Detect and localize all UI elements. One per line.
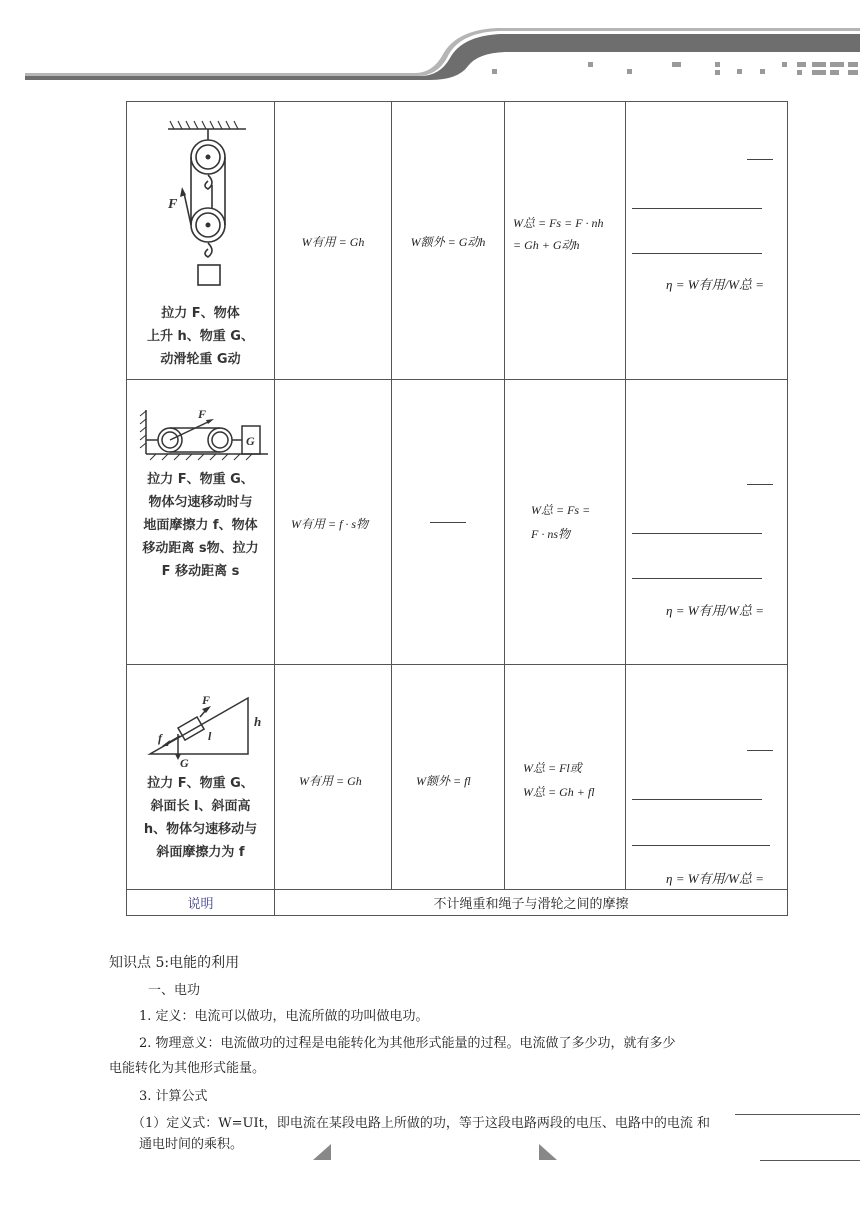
paragraph: 电能转化为其他形式能量。	[109, 1061, 266, 1076]
pulley-efficiency-table	[126, 101, 788, 916]
paragraph: 3. 计算公式	[139, 1089, 208, 1104]
svg-text:F: F	[167, 196, 177, 212]
svg-text:G: G	[179, 756, 189, 770]
useful-work-cell	[275, 102, 392, 380]
header-decoration	[0, 0, 860, 90]
efficiency-formula: η = W有用/W总 =	[666, 603, 765, 618]
total-work-line: = Gh + G动h	[513, 237, 580, 252]
efficiency-cell	[626, 102, 788, 380]
total-work-line: W总 = Fs =	[531, 503, 591, 517]
efficiency-formula: η = W有用/W总 =	[666, 277, 765, 292]
svg-text:F: F	[201, 693, 210, 707]
useful-work-formula: W有用 = Gh	[299, 773, 362, 788]
table-row	[127, 102, 788, 380]
efficiency-area	[626, 102, 787, 379]
useful-work-formula: W有用 = Gh	[301, 235, 365, 249]
total-work-line: W总 = Gh + fl	[523, 785, 595, 799]
svg-text:h: h	[253, 714, 261, 729]
footer-rule	[735, 1114, 860, 1115]
efficiency-cell	[626, 380, 788, 665]
extra-work-cell	[392, 665, 505, 890]
pulley-block-diagram	[128, 115, 274, 300]
extra-work-formula: W额外 = fl	[416, 773, 471, 788]
table-row	[127, 665, 788, 890]
efficiency-area	[626, 380, 787, 664]
total-work-cell	[505, 665, 626, 890]
efficiency-cell	[626, 665, 788, 890]
total-work-cell	[505, 102, 626, 380]
footer-triangle-left	[313, 1144, 331, 1160]
total-work-line: W总 = Fs = F · nh	[513, 215, 604, 230]
svg-text:F: F	[197, 406, 206, 421]
diagram-cell	[127, 380, 275, 665]
diagram-cell	[127, 102, 275, 380]
efficiency-area	[626, 665, 787, 889]
row-caption: 拉力 F、物重 G、 物体匀速移动时与 地面摩擦力 f、物体 移动距离 s物、拉力 F 移动距离 s	[142, 471, 259, 579]
efficiency-formula: η = W有用/W总 =	[666, 871, 765, 886]
total-work-line: W总 = Fl或	[523, 761, 582, 775]
diagram-cell	[127, 665, 275, 890]
table-row	[127, 890, 788, 916]
paragraph: （1）定义式：W=UIt，即电流在某段电路上所做的功，等于这段电路两段的电压、电路中的电流 和	[132, 1116, 710, 1131]
svg-text:f: f	[157, 731, 162, 745]
extra-work-cell	[392, 102, 505, 380]
note-text: 不计绳重和绳子与滑轮之间的摩擦	[275, 890, 788, 916]
svg-text:l: l	[207, 729, 211, 743]
horizontal-pulley-diagram	[128, 402, 274, 464]
paragraph: 通电时间的乘积。	[139, 1137, 244, 1152]
section-title: 知识点 5:电能的利用	[109, 955, 240, 971]
total-work-line: F · ns物	[531, 527, 571, 541]
total-work-cell	[505, 380, 626, 665]
footer-rule	[760, 1160, 860, 1161]
paragraph: 1. 定义：电流可以做功，电流所做的功叫做电功。	[139, 1009, 429, 1024]
extra-work-formula: W额外 = G动h	[410, 235, 486, 249]
useful-work-formula: W有用 = f · s物	[291, 516, 369, 531]
table-row	[127, 380, 788, 665]
inclined-plane-diagram	[128, 690, 274, 770]
useful-work-cell	[275, 380, 392, 665]
row-caption: 拉力 F、物重 G、 斜面长 l、斜面高 h、物体匀速移动与 斜面摩擦力为 f	[143, 776, 258, 860]
extra-work-blank	[430, 522, 466, 523]
row-caption: 拉力 F、物体 上升 h、物重 G、 动滑轮重 G动	[147, 305, 254, 367]
note-label: 说明	[127, 890, 275, 916]
extra-work-cell	[392, 380, 505, 665]
useful-work-cell	[275, 665, 392, 890]
sub-title: 一、电功	[148, 983, 201, 998]
footer-triangle-right	[539, 1144, 557, 1160]
svg-text:G: G	[245, 433, 255, 448]
paragraph: 2. 物理意义：电流做功的过程是电能转化为其他形式能量的过程。电流做了多少功，就有多少	[139, 1036, 676, 1051]
